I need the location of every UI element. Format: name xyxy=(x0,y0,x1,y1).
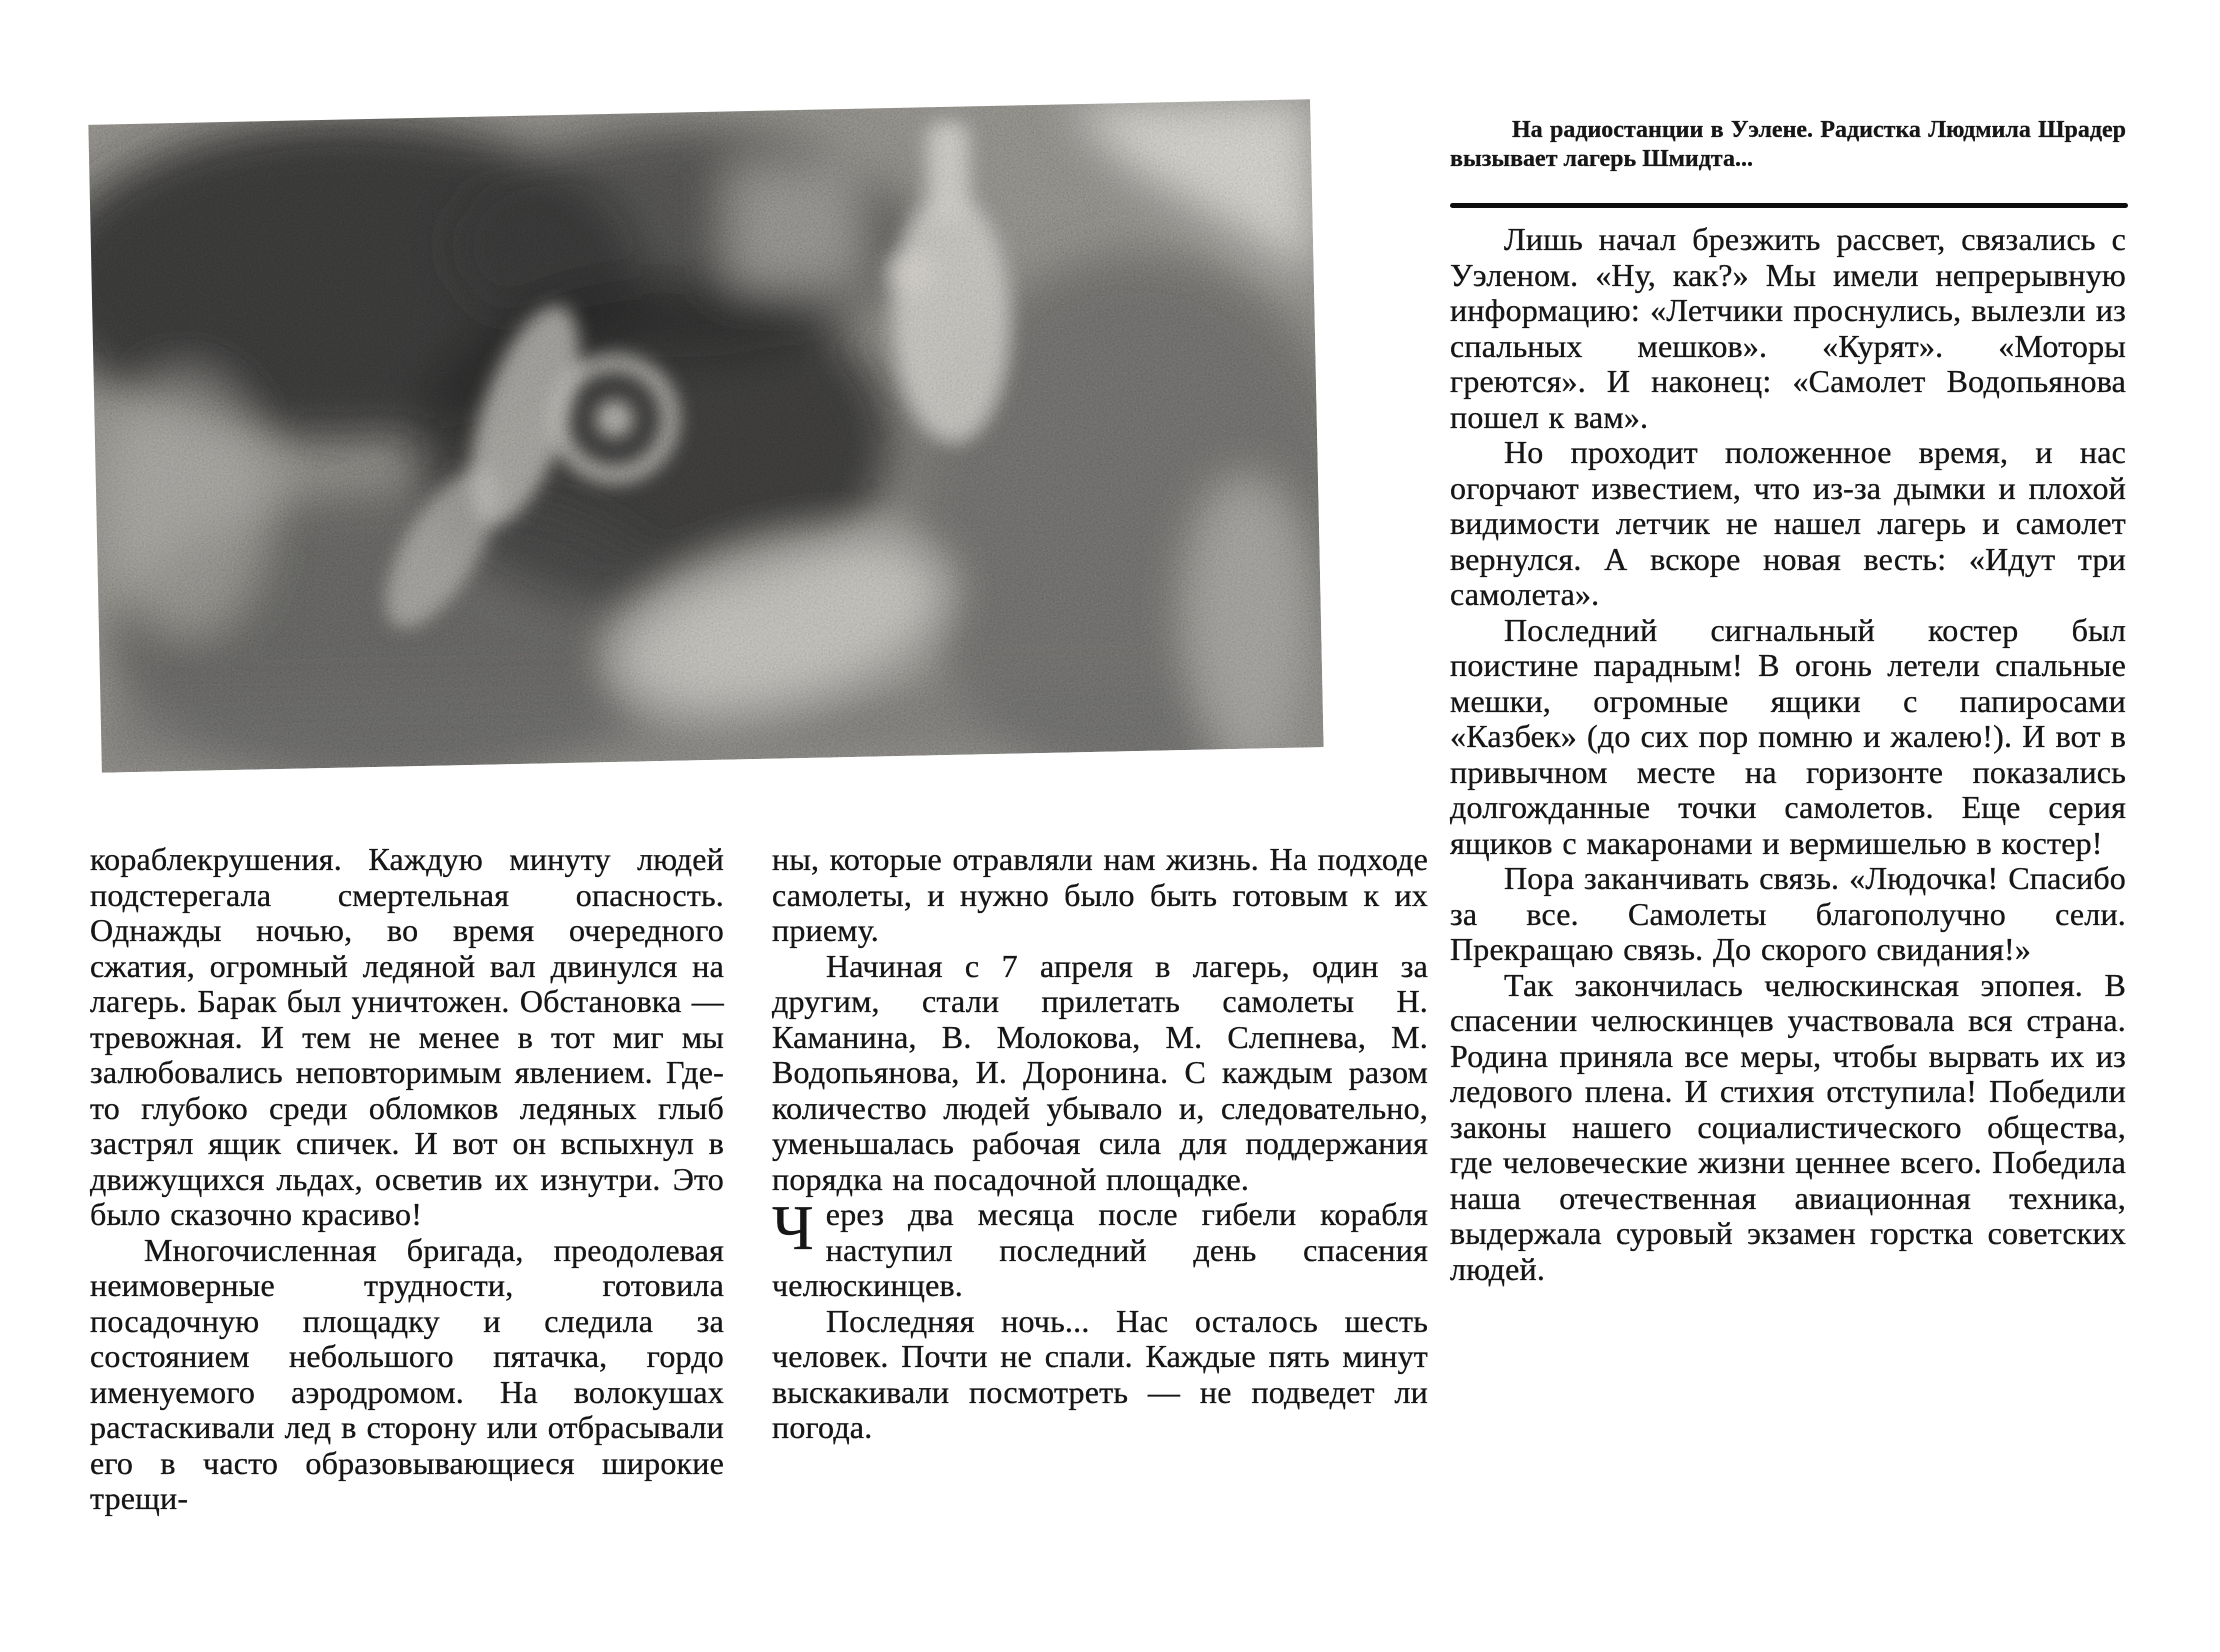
photo-caption xyxy=(1450,116,2126,173)
paragraph: Но проходит положенное время, и нас огорчают известием, что из-за дымки и плохой видимости летчик не нашел лагерь и самолет вернулся. А вскоре новая весть: «Идут три самолета». xyxy=(1450,434,2126,612)
paragraph: Так закончилась челюскинская эпопея. В спасении челюскинцев участвовала вся страна. Родина приняла все меры, чтобы вырвать их из ледового плена. И стихия отступила! Победили законы нашего социалистического общества, где человеческие жизни ценнее всего. Победила наша отечественная авиационная техника, выдержала суровый экзамен горстка советских людей. xyxy=(1450,966,2126,1287)
photo-caption-text: На радиостанции в Уэлене. Радистка Людмила Шрадер вызывает лагерь Шмидта... xyxy=(1450,117,2126,172)
dropcap-paragraph-text: ерез два месяца после гибели корабля наступил последний день спасения челюскинцев. xyxy=(772,1196,1428,1303)
halftone-photo xyxy=(88,99,1323,772)
paragraph: Последняя ночь... Нас осталось шесть человек. Почти не спали. Каждые пять минут выскакивали посмотреть — не подведет ли погода. xyxy=(772,1302,1428,1445)
caption-divider-rule xyxy=(1450,203,2128,208)
paragraph: Многочисленная бригада, преодолевая неимоверные трудности, готовила посадочную площадку и следила за состоянием небольшого пятачка, гордо именуемого аэродромом. На волокушах растаскивали лед в сторону или отбрасывали его в часто образовывающиеся широкие трещи- xyxy=(90,1231,724,1516)
paragraph: ны, которые отравляли нам жизнь. На подходе самолеты, и нужно было быть готовым к их приему. xyxy=(772,841,1428,948)
paragraph: Последний сигнальный костер был поистине парадным! В огонь летели спальные мешки, огромные ящики с папиросами «Казбек» (до сих пор помню и жалею!). И вот в привычном месте на горизонте показались долгожданные точки самолетов. Еще серия ящиков с макаронами и вермишелью в костер! xyxy=(1450,611,2126,861)
paragraph: кораблекрушения. Каждую минуту людей подстерегала смертельная опасность. Однажды ночью, во время очередного сжатия, огромный ледяной вал двинулся на лагерь. Барак был уничтожен. Обстановка — тревожная. И тем не менее в тот миг мы залюбовались неповторимым явлением. Где-то глубоко среди обломков ледяных глыб застрял ящик спичек. И вот он вспыхнул в движущихся льдах, осветив их изнутри. Это было сказочно красиво! xyxy=(90,841,724,1232)
paragraph: Начиная с 7 апреля в лагерь, один за другим, стали прилетать самолеты Н. Каманина, В. Молокова, М. Слепнева, М. Водопьянова, И. Доронина. С каждым разом количество людей убывало и, следовательно, уменьшалась рабочая сила для поддержания порядка на посадочной площадке. xyxy=(772,947,1428,1197)
paragraph: Лишь начал брезжить рассвет, связались с Уэленом. «Ну, как?» Мы имели непрерывную информацию: «Летчики проснулись, вылезли из спальных мешков». «Курят». «Моторы греются». И наконец: «Самолет Водопьянова пошел к вам». xyxy=(1450,221,2126,435)
column-middle xyxy=(772,842,1428,1446)
paragraph: Пора заканчивать связь. «Людочка! Спасибо за все. Самолеты благополучно сели. Прекращаю связь. До скорого свидания!» xyxy=(1450,860,2126,967)
dropcap-letter: Ч xyxy=(772,1192,814,1263)
paragraph-dropcap xyxy=(772,1192,1428,1304)
column-left xyxy=(90,842,724,1517)
column-right xyxy=(1450,222,2126,1287)
